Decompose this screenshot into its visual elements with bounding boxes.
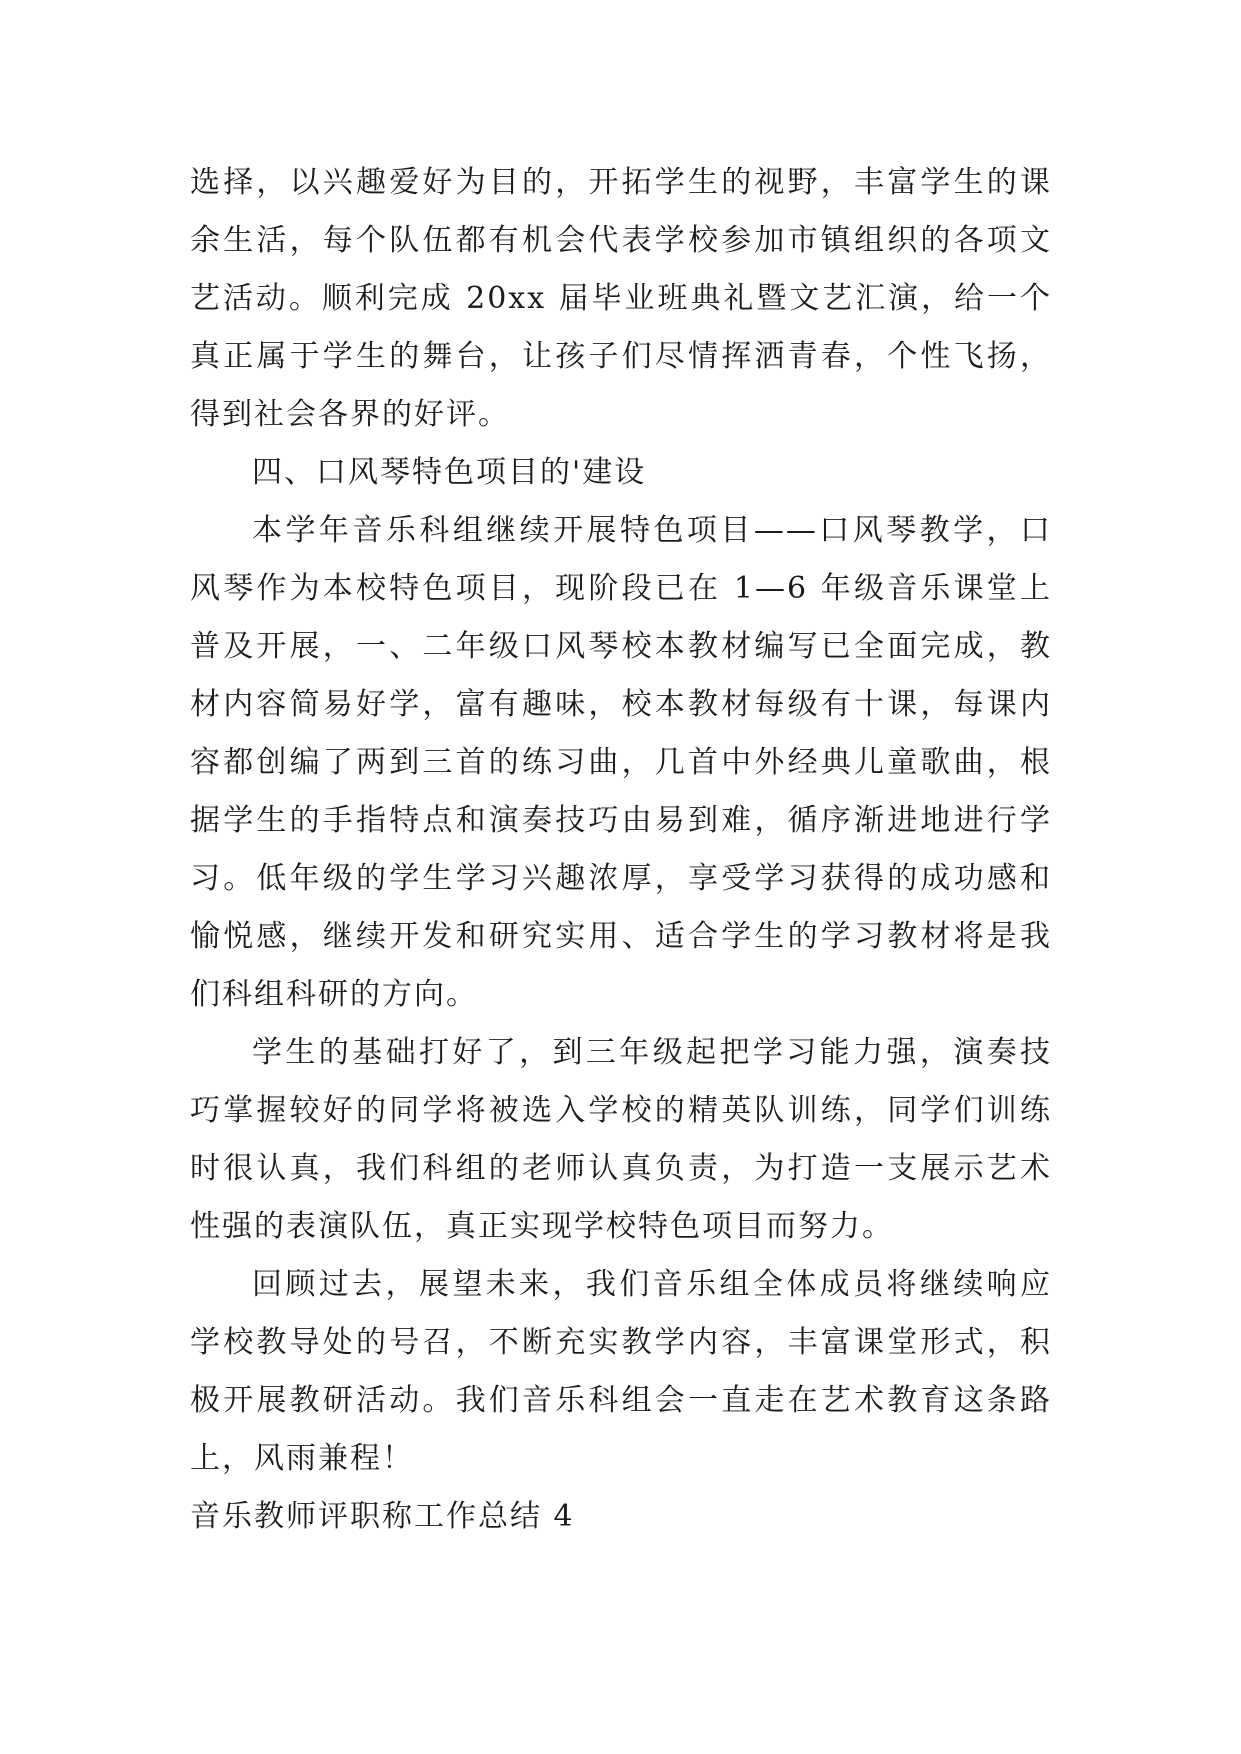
text-line: 时很认真，我们科组的老师认真负责，为打造一支展示艺术 xyxy=(190,1151,1052,1186)
text-line: 余生活，每个队伍都有机会代表学校参加市镇组织的各项文 xyxy=(190,223,1052,258)
text-line: 愉悦感，继续开发和研究实用、适合学生的学习教材将是我 xyxy=(190,919,1052,954)
text-line: 学生的基础打好了，到三年级起把学习能力强，演奏技 xyxy=(252,1035,1052,1070)
paragraph xyxy=(190,502,1052,1024)
paragraph xyxy=(190,154,1052,444)
text-line: 容都创编了两到三首的练习曲，几首中外经典儿童歌曲，根 xyxy=(190,745,1052,780)
section-heading-text: 四、口风琴特色项目的'建设 xyxy=(252,455,647,490)
text-line: 得到社会各界的好评。 xyxy=(190,397,510,432)
text-line: 极开展教研活动。我们音乐科组会一直走在艺术教育这条路 xyxy=(190,1383,1052,1418)
text-line: 据学生的手指特点和演奏技巧由易到难，循序渐进地进行学 xyxy=(190,803,1052,838)
section-heading xyxy=(190,444,1052,502)
document-title-text: 音乐教师评职称工作总结 4 xyxy=(190,1499,575,1534)
text-line: 们科组科研的方向。 xyxy=(190,977,478,1012)
text-line: 巧掌握较好的同学将被选入学校的精英队训练，同学们训练 xyxy=(190,1093,1052,1128)
text-line: 普及开展，一、二年级口风琴校本教材编写已全面完成，教 xyxy=(190,629,1052,664)
paragraph xyxy=(190,1024,1052,1256)
text-line: 本学年音乐科组继续开展特色项目——口风琴教学，口 xyxy=(252,513,1052,548)
text-line: 艺活动。顺利完成 20xx 届毕业班典礼暨文艺汇演，给一个 xyxy=(190,281,1052,316)
text-line: 风琴作为本校特色项目，现阶段已在 1—6 年级音乐课堂上 xyxy=(190,571,1052,606)
text-line: 材内容简易好学，富有趣味，校本教材每级有十课，每课内 xyxy=(190,687,1052,722)
text-line: 习。低年级的学生学习兴趣浓厚，享受学习获得的成功感和 xyxy=(190,861,1052,896)
document-body xyxy=(190,154,1052,1546)
text-line: 选择，以兴趣爱好为目的，开拓学生的视野，丰富学生的课 xyxy=(190,165,1052,200)
text-line: 上，风雨兼程！ xyxy=(190,1441,414,1476)
text-line: 回顾过去，展望未来，我们音乐组全体成员将继续响应 xyxy=(252,1267,1052,1302)
text-line: 学校教导处的号召，不断充实教学内容，丰富课堂形式，积 xyxy=(190,1325,1052,1360)
text-line: 真正属于学生的舞台，让孩子们尽情挥洒青春，个性飞扬， xyxy=(190,339,1052,374)
document-title xyxy=(190,1488,1052,1546)
paragraph xyxy=(190,1256,1052,1488)
text-line: 性强的表演队伍，真正实现学校特色项目而努力。 xyxy=(190,1209,894,1244)
